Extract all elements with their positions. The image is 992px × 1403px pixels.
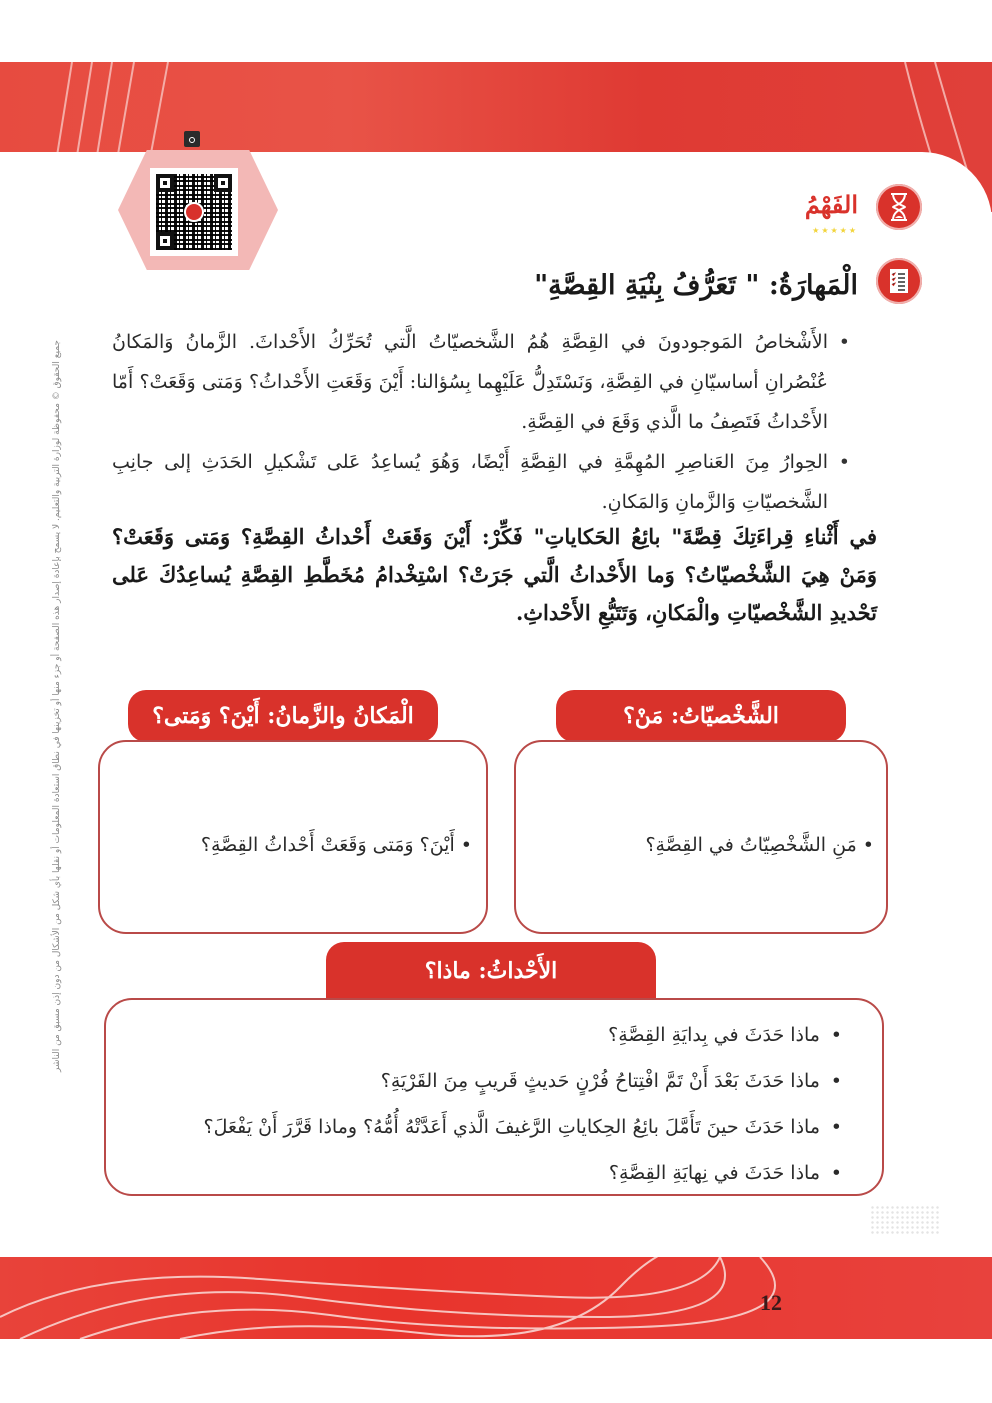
qr-code[interactable] xyxy=(150,168,238,256)
events-box[interactable] xyxy=(104,998,884,1196)
events-question: • ماذا حَدَثَ في نِهايَةِ القِصَّةِ؟ xyxy=(204,1150,842,1196)
setting-question-text: أَيْنَ؟ وَمَتى وَقَعَتْ أَحْداثُ القِصَّةِ؟ xyxy=(200,834,455,856)
characters-question-text: مَنِ الشَّخْصِيّاتُ في القِصَّةِ؟ xyxy=(645,834,857,856)
qr-finder xyxy=(214,174,232,192)
qr-pattern xyxy=(156,174,232,250)
wave-lines-decoration xyxy=(0,1257,992,1339)
bottom-decorative-band xyxy=(0,1257,992,1339)
copyright-note: جميع الحقوق © محفوظة لوزارة التربية والتعليم. لا يسمح بإعادة إصدار هذه الصفحة أو جزء منها أو تخزينها في نطاق استعادة المعلومات أو نقلها بأي شكل من الأشكال من دون إذن مسبق من الناشر xyxy=(52,340,62,1072)
touch-hand-icon xyxy=(184,202,204,222)
setting-tab-label: الْمَكانُ والزَّمانُ: أَيْنَ؟ وَمَتى؟ xyxy=(152,703,414,729)
setting-tab xyxy=(128,690,438,742)
bullet-item: • الحِوارُ مِنَ العَناصِرِ المُهِمَّةِ في القِصَّةِ أَيْضًا، وَهُوَ يُساعِدُ عَلى تَشْكيلِ الحَدَثِ إلى جانِبِ الشَّخصيّاتِ وَالزَّمانِ وَالمَكانِ. xyxy=(112,442,828,522)
checklist-document-icon xyxy=(876,258,922,304)
events-question: • ماذا حَدَثَ بَعْدَ أَنْ تَمَّ افْتِتاحُ فُرْنٍ حَديثٍ قَريبٍ مِنَ القَرْيَةِ؟ xyxy=(204,1058,842,1104)
video-clapper-icon xyxy=(184,131,200,147)
events-question: • ماذا حَدَثَ في بِدايَةِ القِصَّةِ؟ xyxy=(204,1012,842,1058)
braille-mark xyxy=(870,1205,940,1235)
characters-tab-label: الشَّخْصيّاتُ: مَنْ؟ xyxy=(623,703,779,729)
rating-stars: ★★★★★ xyxy=(812,226,858,235)
bullet-item: • الأَشْخاصُ المَوجودونَ في القِصَّةِ هُمُ الشَّخصيّاتُ الَّتي تُحَرِّكُ الأَحْداثَ. الزَّمانُ وَالمَكانُ عُنْصُرانِ أساسيّانِ في القِصَّةِ، وَنَسْتَدِلُّ عَلَيْهِما بِسُؤالنا: أَيْنَ وَقَعَتِ الأَحْداثُ؟ وَمَتى وَقَعَتْ؟ أَمّا الأَحْداثُ فَتَصِفُ ما الَّذي وَقَعَ في القِصَّةِ. xyxy=(112,322,828,442)
page-number: 12 xyxy=(760,1290,782,1315)
characters-question xyxy=(645,834,874,856)
events-question: • ماذا حَدَثَ حينَ تَأَمَّلَ بائِعُ الحِكاياتِ الرَّغيفَ الَّذي أَعَدَّتْهُ أُمُّهُ؟ وماذا قَرَّرَ أَنْ يَفْعَلَ؟ xyxy=(204,1104,842,1150)
events-tab-label: الأَحْداثُ: ماذا؟ xyxy=(424,958,558,984)
qr-finder xyxy=(156,232,174,250)
skill-title: الْمَهارَةُ: " تَعَرُّفُ بِنْيَةِ القِصَّةِ" xyxy=(534,270,858,301)
section-title: الفَهْمُ xyxy=(804,190,858,219)
events-tab xyxy=(326,942,656,1000)
events-questions xyxy=(204,1012,842,1196)
bullet-dot: • xyxy=(454,834,472,856)
explanation-bullets xyxy=(112,322,852,522)
instruction-paragraph: في أَثْناءِ قِراءَتِكَ قِصَّةَ" بائِعُ الحَكاياتِ" فَكِّرْ: أَيْنَ وَقَعَتْ أَحْداثُ القِصَّةِ؟ وَمَتى وَقَعَتْ؟ وَمَنْ هِيَ الشَّخْصيّاتُ؟ وَما الأَحْداثُ الَّتي جَرَتْ؟ اسْتِخْدامُ مُخَطَّطِ القِصَّةِ يُساعِدُكَ عَلى تَحْديدِ الشَّخْصيّاتِ والْمَكانِ، وَتَتَبُّعِ الأَحْداثِ. xyxy=(112,524,877,625)
setting-box[interactable] xyxy=(98,740,488,934)
hourglass-icon xyxy=(876,184,922,230)
characters-box[interactable] xyxy=(514,740,888,934)
characters-tab xyxy=(556,690,846,742)
bullet-dot: • xyxy=(856,834,874,856)
setting-question xyxy=(201,834,472,856)
qr-finder xyxy=(156,174,174,192)
